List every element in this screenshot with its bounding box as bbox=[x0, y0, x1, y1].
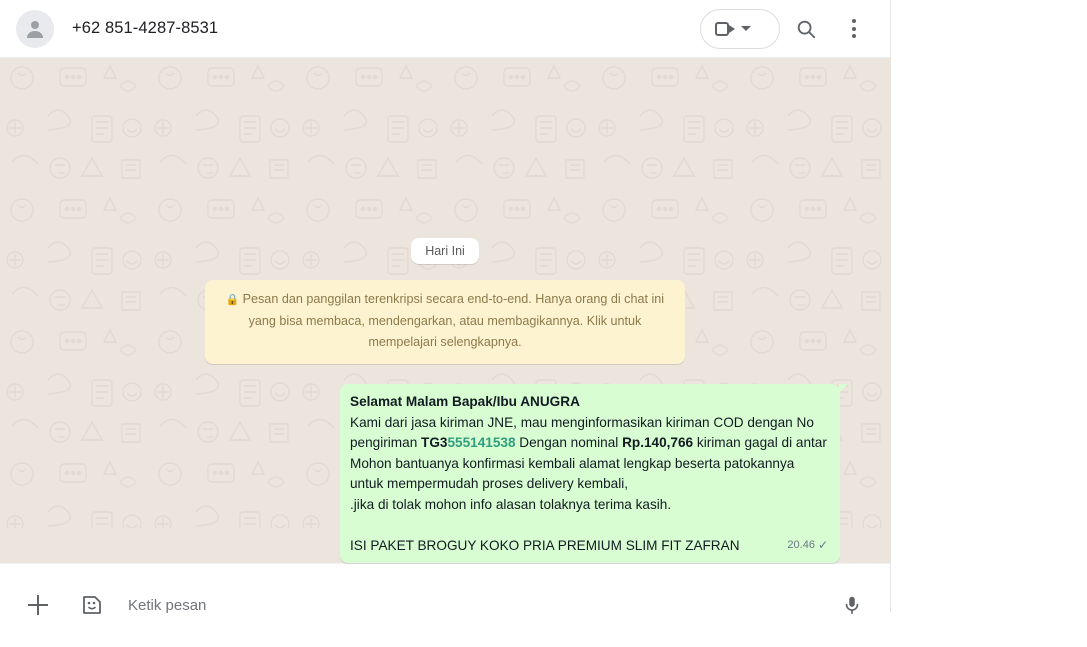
message-time: 20.46 bbox=[787, 539, 815, 551]
bubble-tail bbox=[839, 384, 848, 393]
message-title: Selamat Malam Bapak/Ibu ANUGRA bbox=[350, 394, 580, 409]
microphone-icon bbox=[841, 594, 863, 616]
date-divider: Hari Ini bbox=[411, 238, 479, 264]
outgoing-message-bubble[interactable] bbox=[340, 384, 840, 563]
shipment-number-link[interactable]: 555141538 bbox=[447, 435, 516, 450]
single-check-icon: ✓ bbox=[817, 538, 828, 553]
message-row bbox=[50, 384, 840, 563]
sticker-button[interactable] bbox=[72, 585, 112, 625]
contact-name: +62 851-4287-8531 bbox=[72, 19, 219, 37]
encryption-notice-text: Pesan dan panggilan terenkripsi secara end-to-end. Hanya orang di chat ini yang bisa membaca, mendengarkan, atau membagikannya. Klik untuk mempelajari selengkapnya. bbox=[242, 292, 665, 349]
message-body-part-1: Kami dari jasa kiriman JNE, mau menginformasikan kiriman COD dengan No pengiriman bbox=[350, 414, 814, 450]
message-scroll-area bbox=[50, 58, 840, 563]
message-body-line-3: ISI PAKET BROGUY KOKO PRIA PREMIUM SLIM FIT ZAFRAN bbox=[350, 538, 740, 553]
plus-icon bbox=[27, 594, 49, 616]
encryption-notice[interactable] bbox=[205, 280, 685, 364]
message-composer bbox=[0, 563, 890, 647]
right-empty-panel bbox=[891, 0, 1087, 612]
message-meta bbox=[787, 535, 828, 557]
voice-record-button[interactable] bbox=[832, 585, 872, 625]
lock-icon: 🔒 bbox=[225, 294, 240, 306]
search-button[interactable] bbox=[784, 7, 828, 51]
search-icon bbox=[795, 18, 817, 40]
message-list[interactable] bbox=[0, 58, 890, 563]
message-blank-line bbox=[350, 515, 828, 535]
message-last-line bbox=[350, 535, 828, 557]
menu-button[interactable] bbox=[832, 7, 876, 51]
shipment-prefix: TG3 bbox=[421, 435, 448, 450]
message-body-line-2: .jika di tolak mohon info alasan tolaknya terima kasih. bbox=[350, 496, 672, 512]
avatar[interactable] bbox=[16, 10, 54, 48]
video-camera-icon bbox=[715, 22, 735, 36]
sticker-icon bbox=[80, 593, 104, 617]
message-body-part-3: kiriman gagal di antar Mohon bantuanya konfirmasi kembali alamat lengkap beserta patokannya untuk mempermudah proses delivery kembali, bbox=[350, 435, 827, 491]
message-input[interactable] bbox=[126, 596, 818, 615]
chevron-down-icon[interactable] bbox=[741, 26, 751, 31]
more-vertical-icon bbox=[852, 19, 856, 38]
attach-button[interactable] bbox=[18, 585, 58, 625]
message-body-part-2: Dengan nominal bbox=[515, 435, 623, 450]
person-icon bbox=[23, 17, 47, 41]
message-amount: Rp.140,766 bbox=[622, 435, 694, 450]
video-call-button[interactable] bbox=[700, 9, 780, 49]
chat-header bbox=[0, 0, 890, 58]
